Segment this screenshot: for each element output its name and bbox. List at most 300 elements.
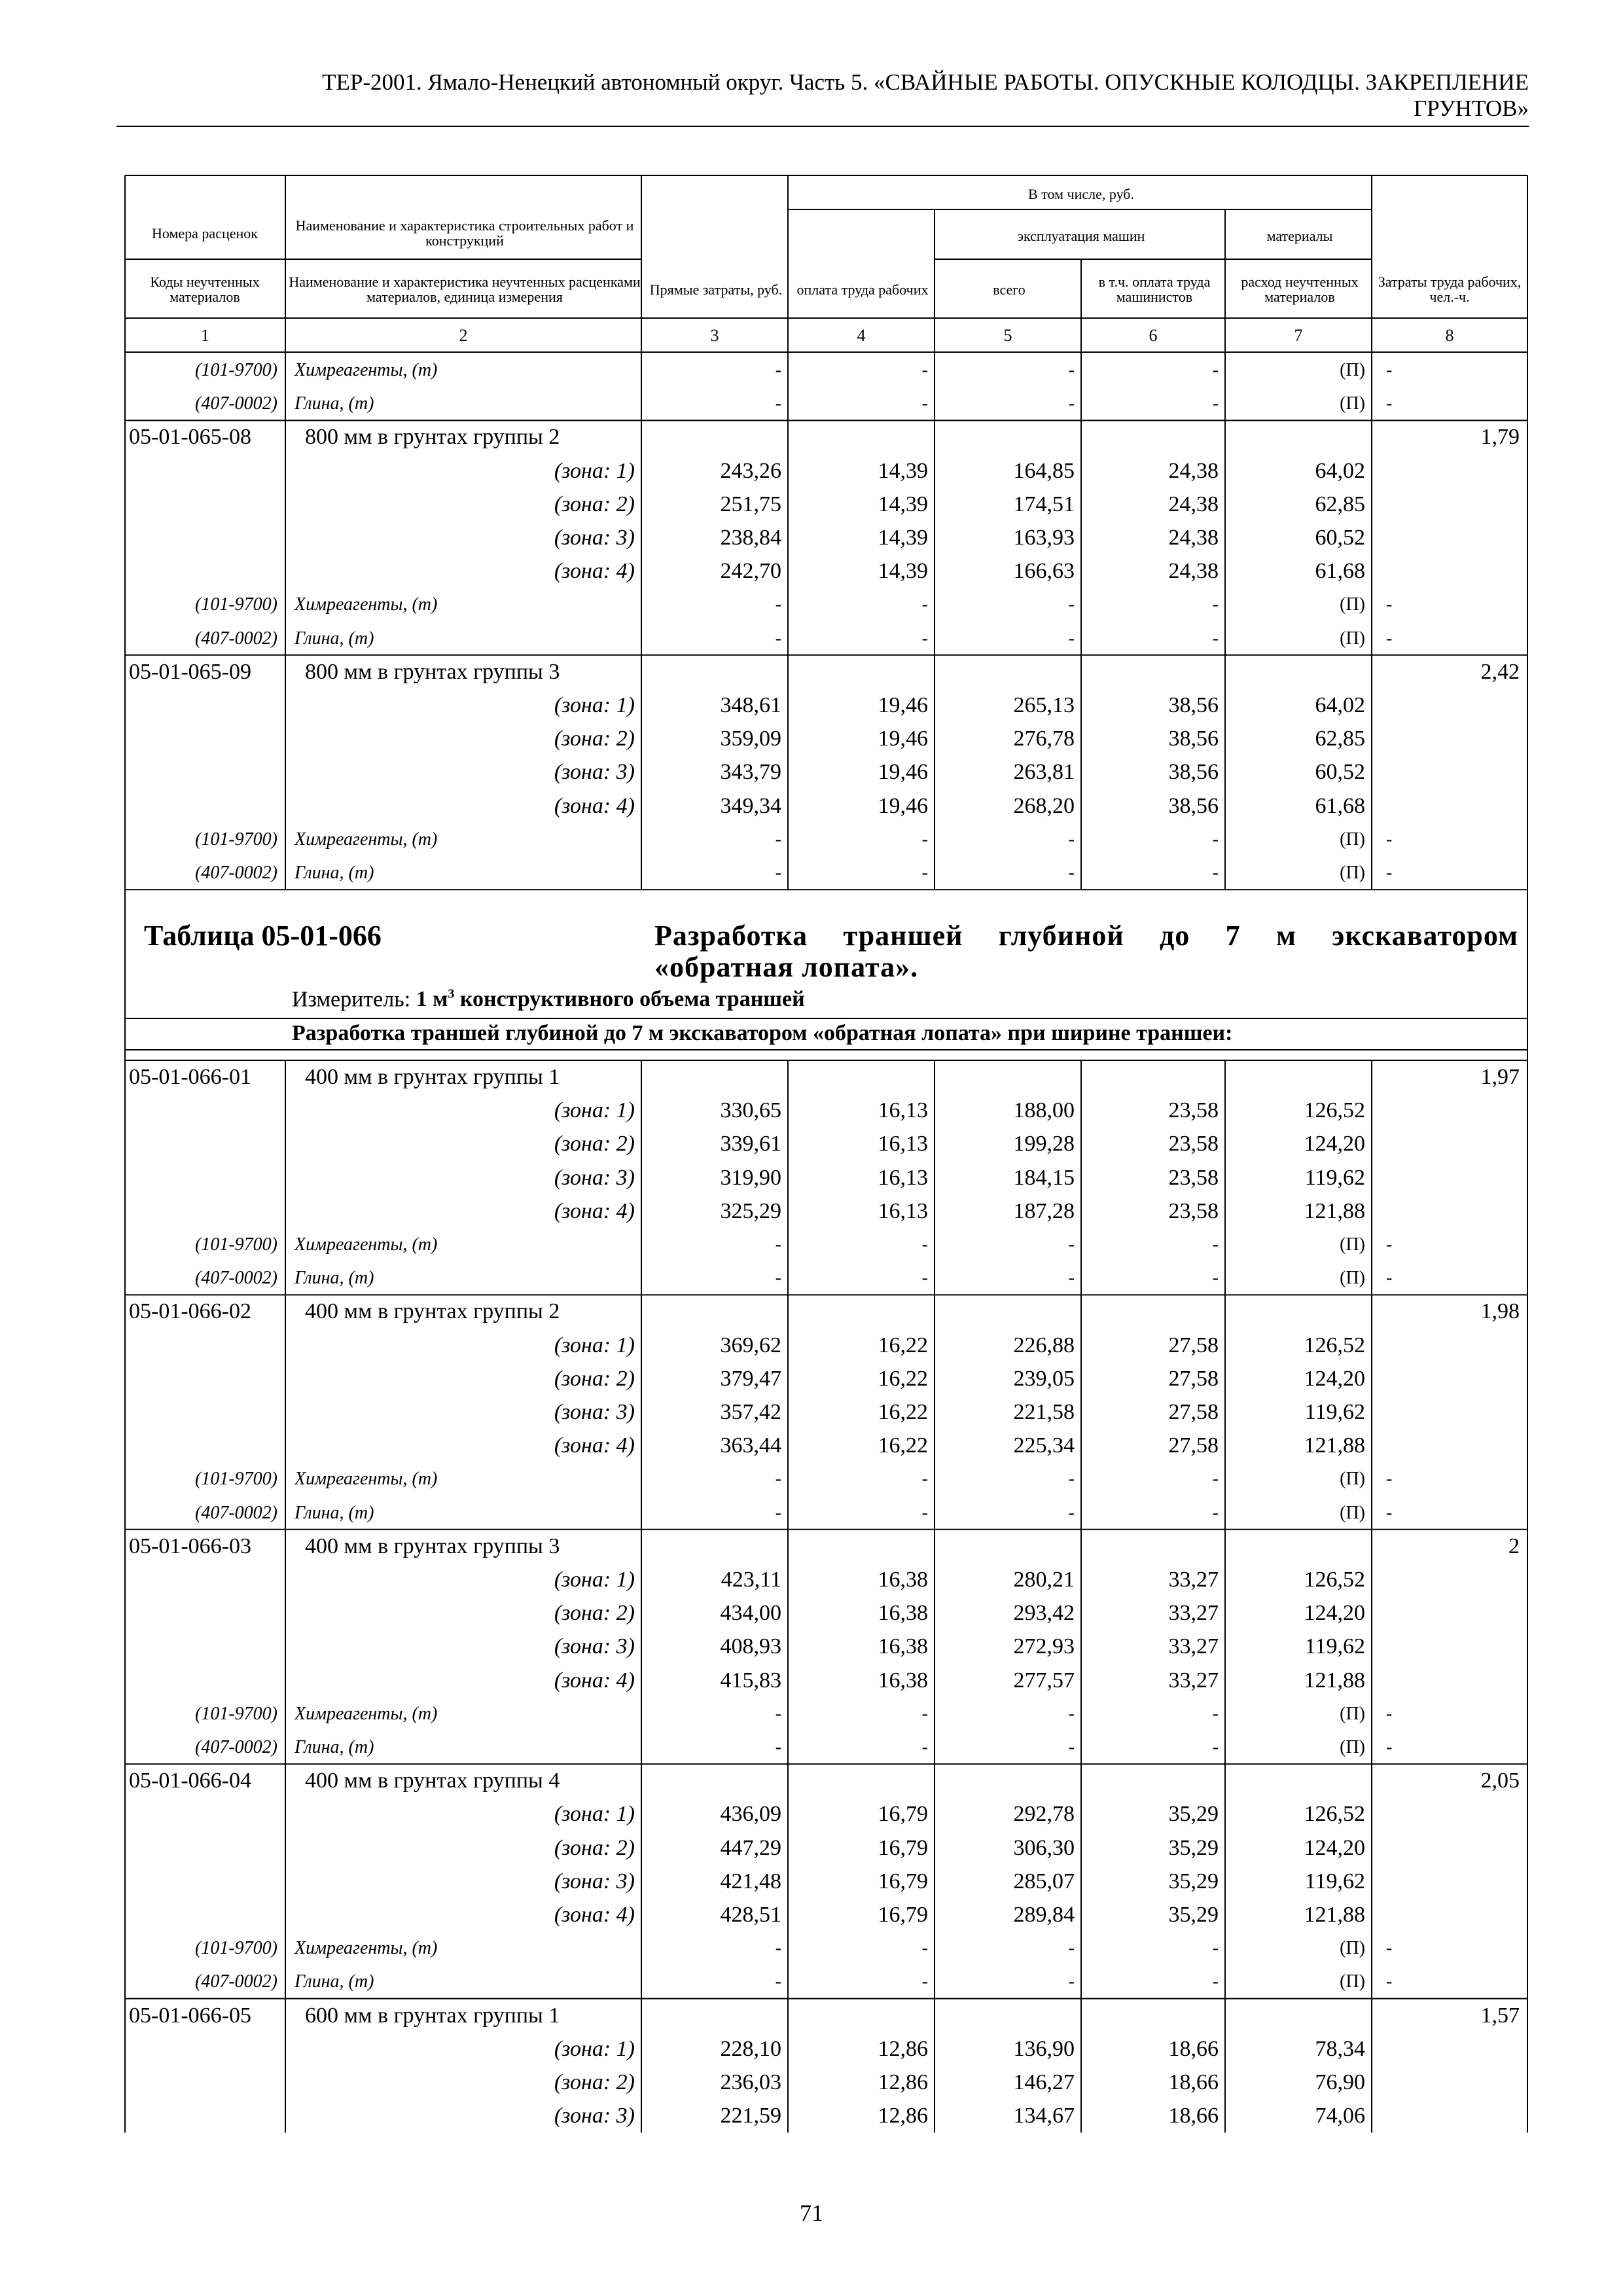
material-value: - xyxy=(775,393,781,414)
zone-label: (зона: 1) xyxy=(554,1333,635,1357)
material-name: Химреагенты, (т) xyxy=(294,594,438,615)
value-cell: 16,22 xyxy=(878,1433,928,1458)
column-number: 6 xyxy=(1149,325,1158,345)
material-value: - xyxy=(775,1703,781,1724)
material-value: - xyxy=(1068,393,1075,414)
value-cell: 239,05 xyxy=(1013,1366,1075,1391)
col-head-code: Номера расценок xyxy=(152,224,258,242)
value-cell: 408,93 xyxy=(720,1634,781,1659)
value-cell: 64,02 xyxy=(1315,693,1365,717)
rate-code: 05-01-066-04 xyxy=(129,1768,251,1793)
table-description-line-1: Разработка траншей глубиной до 7 м экскаватором xyxy=(654,920,1518,952)
labor-cost-value: 1,79 xyxy=(1480,425,1520,450)
value-cell: 369,62 xyxy=(720,1333,781,1357)
value-cell: 289,84 xyxy=(1013,1903,1075,1927)
zone-label: (зона: 1) xyxy=(554,1098,635,1123)
zone-label: (зона: 2) xyxy=(554,2070,635,2094)
value-cell: 14,39 xyxy=(878,526,928,550)
material-value: (П) xyxy=(1340,594,1365,615)
material-value: - xyxy=(921,628,928,649)
column-number: 3 xyxy=(710,325,719,345)
labor-cost-value: 1,98 xyxy=(1480,1299,1520,1324)
value-cell: 166,63 xyxy=(1013,559,1075,584)
material-value: (П) xyxy=(1340,393,1365,414)
zone-label: (зона: 2) xyxy=(554,492,635,516)
material-value: - xyxy=(1068,1234,1075,1255)
value-cell: 19,46 xyxy=(878,726,928,751)
column-number: 7 xyxy=(1294,325,1303,345)
column-number: 5 xyxy=(1003,325,1012,345)
rate-name: 400 мм в грунтах группы 2 xyxy=(305,1299,560,1324)
zone-label: (зона: 4) xyxy=(554,559,635,584)
value-cell: 16,13 xyxy=(878,1132,928,1157)
value-cell: 12,86 xyxy=(878,2104,928,2128)
value-cell: 60,52 xyxy=(1315,760,1365,785)
material-value: - xyxy=(921,1938,928,1959)
value-cell: 24,38 xyxy=(1168,492,1219,516)
value-cell: 33,27 xyxy=(1168,1601,1219,1626)
material-name: Глина, (т) xyxy=(294,1502,374,1523)
material-code: (101-9700) xyxy=(195,360,277,380)
value-cell: 330,65 xyxy=(720,1098,781,1123)
material-value: (П) xyxy=(1340,1469,1365,1490)
value-cell: 119,62 xyxy=(1304,1400,1365,1424)
table-description-line-2: «обратная лопата». xyxy=(654,951,919,983)
material-value: - xyxy=(1068,1469,1075,1490)
material-value: - xyxy=(921,1737,928,1757)
value-cell: 27,58 xyxy=(1168,1366,1219,1391)
material-labor: - xyxy=(1386,1234,1393,1255)
value-cell: 349,34 xyxy=(720,793,781,818)
value-cell: 423,11 xyxy=(721,1568,781,1592)
material-value: - xyxy=(1212,1703,1219,1724)
material-value: - xyxy=(1068,628,1075,649)
value-cell: 35,29 xyxy=(1168,1903,1219,1927)
value-cell: 306,30 xyxy=(1013,1835,1075,1860)
rate-code: 05-01-066-05 xyxy=(129,2003,251,2028)
zone-label: (зона: 2) xyxy=(554,1132,635,1157)
column-number: 8 xyxy=(1445,325,1454,345)
col-head-name: Наименование и характеристика строительных работ и конструкций xyxy=(295,217,634,249)
value-cell: 379,47 xyxy=(720,1366,781,1391)
material-value: (П) xyxy=(1340,1737,1365,1757)
value-cell: 27,58 xyxy=(1168,1433,1219,1458)
value-cell: 174,51 xyxy=(1013,492,1075,516)
material-name: Глина, (т) xyxy=(294,393,374,414)
material-code: (407-0002) xyxy=(195,863,277,883)
material-code: (101-9700) xyxy=(195,829,277,850)
material-code: (101-9700) xyxy=(195,594,277,615)
table-subheading: Разработка траншей глубиной до 7 м экскаватором «обратная лопата» при ширине траншеи: xyxy=(292,1021,1233,1045)
material-value: - xyxy=(775,1971,781,1992)
value-cell: 357,42 xyxy=(720,1400,781,1424)
value-cell: 163,93 xyxy=(1013,526,1075,550)
material-code: (101-9700) xyxy=(195,1469,277,1490)
value-cell: 62,85 xyxy=(1315,726,1365,751)
value-cell: 16,38 xyxy=(878,1568,928,1592)
col-head-including: В том числе, руб. xyxy=(1028,185,1134,202)
value-cell: 236,03 xyxy=(720,2070,781,2094)
value-cell: 16,38 xyxy=(878,1601,928,1626)
material-value: - xyxy=(775,1234,781,1255)
material-labor: - xyxy=(1386,360,1393,380)
value-cell: 434,00 xyxy=(720,1601,781,1626)
value-cell: 126,52 xyxy=(1304,1098,1365,1123)
rate-name: 600 мм в грунтах группы 1 xyxy=(305,2003,560,2028)
rate-code: 05-01-066-02 xyxy=(129,1299,251,1324)
material-name: Глина, (т) xyxy=(294,1737,374,1757)
material-name: Глина, (т) xyxy=(294,863,374,883)
value-cell: 121,88 xyxy=(1304,1668,1365,1693)
value-cell: 18,66 xyxy=(1168,2104,1219,2128)
measure-rest: конструктивного объема траншей xyxy=(454,987,805,1012)
material-value: - xyxy=(1212,863,1219,883)
value-cell: 119,62 xyxy=(1304,1869,1365,1893)
material-value: (П) xyxy=(1340,1502,1365,1523)
value-cell: 277,57 xyxy=(1013,1668,1075,1693)
value-cell: 242,70 xyxy=(720,559,781,584)
table-measure xyxy=(292,987,805,1012)
value-cell: 187,28 xyxy=(1013,1198,1075,1223)
material-value: (П) xyxy=(1340,628,1365,649)
material-value: - xyxy=(775,1938,781,1959)
material-value: (П) xyxy=(1340,1234,1365,1255)
value-cell: 23,58 xyxy=(1168,1198,1219,1223)
value-cell: 76,90 xyxy=(1315,2070,1365,2094)
value-cell: 14,39 xyxy=(878,492,928,516)
header-rule xyxy=(116,126,1529,127)
material-value: (П) xyxy=(1340,829,1365,850)
rate-name: 400 мм в грунтах группы 1 xyxy=(305,1065,560,1089)
zone-label: (зона: 1) xyxy=(554,693,635,717)
material-labor: - xyxy=(1386,1469,1393,1490)
material-value: - xyxy=(1068,1268,1075,1289)
material-labor: - xyxy=(1386,863,1393,883)
value-cell: 16,22 xyxy=(878,1400,928,1424)
material-value: - xyxy=(921,1469,928,1490)
value-cell: 184,15 xyxy=(1013,1165,1075,1190)
zone-label: (зона: 2) xyxy=(554,726,635,751)
labor-cost-value: 2,05 xyxy=(1480,1768,1520,1793)
value-cell: 343,79 xyxy=(720,760,781,785)
rate-name: 400 мм в грунтах группы 3 xyxy=(305,1534,560,1558)
value-cell: 14,39 xyxy=(878,559,928,584)
value-cell: 78,34 xyxy=(1315,2036,1365,2061)
material-value: (П) xyxy=(1340,360,1365,380)
material-value: (П) xyxy=(1340,1938,1365,1959)
material-value: - xyxy=(1068,1703,1075,1724)
material-name: Химреагенты, (т) xyxy=(294,1938,438,1959)
zone-label: (зона: 3) xyxy=(554,1400,635,1424)
measure-value: 1 м xyxy=(416,987,448,1012)
value-cell: 428,51 xyxy=(720,1903,781,1927)
col-head-material-name: Наименование и характеристика неучтенных расценками материалов, единица измерения xyxy=(289,274,641,305)
material-value: - xyxy=(921,1971,928,1992)
value-cell: 121,88 xyxy=(1304,1433,1365,1458)
material-value: - xyxy=(1068,1971,1075,1992)
col-head-machines: эксплуатация машин xyxy=(1017,227,1145,244)
material-value: - xyxy=(921,393,928,414)
value-cell: 23,58 xyxy=(1168,1098,1219,1123)
material-value: - xyxy=(1068,360,1075,380)
col-head-labor-pay: оплата труда рабочих xyxy=(796,281,929,298)
running-header-line-1: ТЕР-2001. Ямало-Ненецкий автономный округ. Часть 5. «СВАЙНЫЕ РАБОТЫ. ОПУСКНЫЕ КОЛОДЦЫ. ЗАКРЕПЛЕНИЕ xyxy=(322,69,1529,95)
material-name: Химреагенты, (т) xyxy=(294,1469,438,1490)
value-cell: 74,06 xyxy=(1315,2104,1365,2128)
value-cell: 126,52 xyxy=(1304,1568,1365,1592)
value-cell: 292,78 xyxy=(1013,1802,1075,1827)
value-cell: 27,58 xyxy=(1168,1333,1219,1357)
value-cell: 16,38 xyxy=(878,1668,928,1693)
col-head-materials: материалы xyxy=(1266,227,1333,244)
material-value: - xyxy=(1212,360,1219,380)
value-cell: 61,68 xyxy=(1315,559,1365,584)
value-cell: 126,52 xyxy=(1304,1333,1365,1357)
value-cell: 38,56 xyxy=(1168,693,1219,717)
value-cell: 18,66 xyxy=(1168,2036,1219,2061)
running-header xyxy=(116,69,1529,122)
material-value: - xyxy=(1212,1268,1219,1289)
material-value: - xyxy=(1212,628,1219,649)
rate-code: 05-01-065-08 xyxy=(129,425,251,450)
material-labor: - xyxy=(1386,628,1393,649)
material-value: - xyxy=(1212,1737,1219,1757)
material-value: - xyxy=(775,360,781,380)
running-header-line-2: ГРУНТОВ» xyxy=(1414,96,1529,121)
value-cell: 226,88 xyxy=(1013,1333,1075,1357)
value-cell: 124,20 xyxy=(1304,1835,1365,1860)
material-name: Глина, (т) xyxy=(294,628,374,649)
labor-cost-value: 2,42 xyxy=(1480,659,1520,684)
value-cell: 263,81 xyxy=(1013,760,1075,785)
value-cell: 18,66 xyxy=(1168,2070,1219,2094)
material-value: - xyxy=(775,863,781,883)
zone-label: (зона: 3) xyxy=(554,760,635,785)
zone-label: (зона: 3) xyxy=(554,1634,635,1659)
material-value: - xyxy=(1068,1938,1075,1959)
value-cell: 38,56 xyxy=(1168,793,1219,818)
material-labor: - xyxy=(1386,829,1393,850)
value-cell: 16,79 xyxy=(878,1802,928,1827)
table-title: Таблица 05-01-066 xyxy=(144,920,382,952)
value-cell: 35,29 xyxy=(1168,1869,1219,1893)
value-cell: 64,02 xyxy=(1315,458,1365,483)
value-cell: 23,58 xyxy=(1168,1132,1219,1157)
material-value: - xyxy=(921,594,928,615)
material-labor: - xyxy=(1386,1268,1393,1289)
value-cell: 359,09 xyxy=(720,726,781,751)
value-cell: 12,86 xyxy=(878,2070,928,2094)
value-cell: 293,42 xyxy=(1013,1601,1075,1626)
col-head-machines-total: всего xyxy=(993,281,1026,298)
material-code: (101-9700) xyxy=(195,1938,277,1959)
material-name: Химреагенты, (т) xyxy=(294,829,438,850)
material-code: (407-0002) xyxy=(195,1737,277,1757)
rate-name: 400 мм в грунтах группы 4 xyxy=(305,1768,560,1793)
zone-label: (зона: 4) xyxy=(554,1198,635,1223)
material-value: - xyxy=(1068,1737,1075,1757)
col-head-direct: Прямые затраты, руб. xyxy=(649,281,783,298)
value-cell: 238,84 xyxy=(720,526,781,550)
value-cell: 221,58 xyxy=(1013,1400,1075,1424)
value-cell: 221,59 xyxy=(720,2104,781,2128)
zone-label: (зона: 4) xyxy=(554,1668,635,1693)
value-cell: 146,27 xyxy=(1013,2070,1075,2094)
value-cell: 60,52 xyxy=(1315,526,1365,550)
zone-label: (зона: 3) xyxy=(554,1869,635,1893)
value-cell: 14,39 xyxy=(878,458,928,483)
value-cell: 24,38 xyxy=(1168,458,1219,483)
value-cell: 16,22 xyxy=(878,1366,928,1391)
zone-label: (зона: 2) xyxy=(554,1601,635,1626)
value-cell: 19,46 xyxy=(878,760,928,785)
value-cell: 126,52 xyxy=(1304,1802,1365,1827)
material-value: - xyxy=(921,863,928,883)
value-cell: 272,93 xyxy=(1013,1634,1075,1659)
value-cell: 16,13 xyxy=(878,1165,928,1190)
zone-label: (зона: 3) xyxy=(554,1165,635,1190)
value-cell: 363,44 xyxy=(720,1433,781,1458)
measure-prefix: Измеритель: xyxy=(292,987,416,1012)
value-cell: 280,21 xyxy=(1013,1568,1075,1592)
value-cell: 421,48 xyxy=(720,1869,781,1893)
value-cell: 348,61 xyxy=(720,693,781,717)
material-value: - xyxy=(775,1268,781,1289)
material-value: - xyxy=(775,1737,781,1757)
value-cell: 447,29 xyxy=(720,1835,781,1860)
value-cell: 188,00 xyxy=(1013,1098,1075,1123)
material-name: Химреагенты, (т) xyxy=(294,1703,438,1724)
zone-label: (зона: 4) xyxy=(554,1903,635,1927)
value-cell: 16,79 xyxy=(878,1869,928,1893)
value-cell: 33,27 xyxy=(1168,1634,1219,1659)
value-cell: 61,68 xyxy=(1315,793,1365,818)
rate-name: 800 мм в грунтах группы 2 xyxy=(305,425,560,450)
material-value: - xyxy=(775,1469,781,1490)
value-cell: 16,13 xyxy=(878,1098,928,1123)
material-code: (407-0002) xyxy=(195,1268,277,1289)
value-cell: 12,86 xyxy=(878,2036,928,2061)
material-value: - xyxy=(1212,829,1219,850)
value-cell: 121,88 xyxy=(1304,1198,1365,1223)
material-labor: - xyxy=(1386,1502,1393,1523)
material-name: Химреагенты, (т) xyxy=(294,1234,438,1255)
material-value: - xyxy=(921,1234,928,1255)
value-cell: 62,85 xyxy=(1315,492,1365,516)
material-value: - xyxy=(1212,1971,1219,1992)
col-head-material-code: Коды неучтенных материалов xyxy=(150,274,260,305)
material-value: - xyxy=(1212,1502,1219,1523)
value-cell: 276,78 xyxy=(1013,726,1075,751)
material-value: (П) xyxy=(1340,1971,1365,1992)
value-cell: 134,67 xyxy=(1013,2104,1075,2128)
rate-code: 05-01-065-09 xyxy=(129,659,251,684)
value-cell: 285,07 xyxy=(1013,1869,1075,1893)
material-value: - xyxy=(921,1502,928,1523)
material-value: - xyxy=(775,1502,781,1523)
value-cell: 16,13 xyxy=(878,1198,928,1223)
value-cell: 38,56 xyxy=(1168,726,1219,751)
value-cell: 24,38 xyxy=(1168,526,1219,550)
zone-label: (зона: 4) xyxy=(554,1433,635,1458)
value-cell: 325,29 xyxy=(720,1198,781,1223)
material-code: (407-0002) xyxy=(195,393,277,414)
material-value: - xyxy=(775,829,781,850)
value-cell: 19,46 xyxy=(878,693,928,717)
value-cell: 265,13 xyxy=(1013,693,1075,717)
zone-label: (зона: 1) xyxy=(554,458,635,483)
measure-sup: 3 xyxy=(448,987,455,1001)
value-cell: 243,26 xyxy=(720,458,781,483)
zone-label: (зона: 3) xyxy=(554,526,635,550)
material-value: - xyxy=(775,594,781,615)
material-value: - xyxy=(1068,594,1075,615)
value-cell: 33,27 xyxy=(1168,1668,1219,1693)
material-labor: - xyxy=(1386,1938,1393,1959)
material-value: - xyxy=(921,1703,928,1724)
material-value: - xyxy=(1212,1234,1219,1255)
value-cell: 124,20 xyxy=(1304,1601,1365,1626)
value-cell: 199,28 xyxy=(1013,1132,1075,1157)
zone-label: (зона: 1) xyxy=(554,2036,635,2061)
zone-label: (зона: 2) xyxy=(554,1366,635,1391)
material-value: - xyxy=(1068,863,1075,883)
material-code: (101-9700) xyxy=(195,1703,277,1724)
zone-label: (зона: 3) xyxy=(554,2104,635,2128)
material-labor: - xyxy=(1386,1703,1393,1724)
value-cell: 16,22 xyxy=(878,1333,928,1357)
value-cell: 119,62 xyxy=(1304,1165,1365,1190)
value-cell: 124,20 xyxy=(1304,1132,1365,1157)
rate-name: 800 мм в грунтах группы 3 xyxy=(305,659,560,684)
value-cell: 35,29 xyxy=(1168,1802,1219,1827)
material-value: - xyxy=(1212,594,1219,615)
rate-code: 05-01-066-03 xyxy=(129,1534,251,1558)
zone-label: (зона: 1) xyxy=(554,1568,635,1592)
value-cell: 164,85 xyxy=(1013,458,1075,483)
material-value: - xyxy=(1212,1469,1219,1490)
value-cell: 24,38 xyxy=(1168,559,1219,584)
zone-label: (зона: 2) xyxy=(554,1835,635,1860)
material-value: - xyxy=(921,1268,928,1289)
value-cell: 16,38 xyxy=(878,1634,928,1659)
value-cell: 27,58 xyxy=(1168,1400,1219,1424)
rate-code: 05-01-066-01 xyxy=(129,1065,251,1089)
material-value: (П) xyxy=(1340,863,1365,883)
value-cell: 35,29 xyxy=(1168,1835,1219,1860)
value-cell: 23,58 xyxy=(1168,1165,1219,1190)
col-head-labor-cost: Затраты труда рабочих, чел.-ч. xyxy=(1378,274,1522,305)
value-cell: 19,46 xyxy=(878,793,928,818)
zone-label: (зона: 4) xyxy=(554,793,635,818)
material-value: - xyxy=(1212,1938,1219,1959)
value-cell: 38,56 xyxy=(1168,760,1219,785)
value-cell: 339,61 xyxy=(720,1132,781,1157)
value-cell: 415,83 xyxy=(720,1668,781,1693)
column-number: 1 xyxy=(201,325,209,345)
material-labor: - xyxy=(1386,594,1393,615)
value-cell: 124,20 xyxy=(1304,1366,1365,1391)
material-code: (101-9700) xyxy=(195,1234,277,1255)
col-head-materials-sub: расход неучтенных материалов xyxy=(1241,274,1359,305)
column-number: 4 xyxy=(857,325,866,345)
material-name: Глина, (т) xyxy=(294,1971,374,1992)
value-cell: 16,79 xyxy=(878,1903,928,1927)
value-cell: 136,90 xyxy=(1013,2036,1075,2061)
value-cell: 121,88 xyxy=(1304,1903,1365,1927)
value-cell: 33,27 xyxy=(1168,1568,1219,1592)
material-value: (П) xyxy=(1340,1268,1365,1289)
